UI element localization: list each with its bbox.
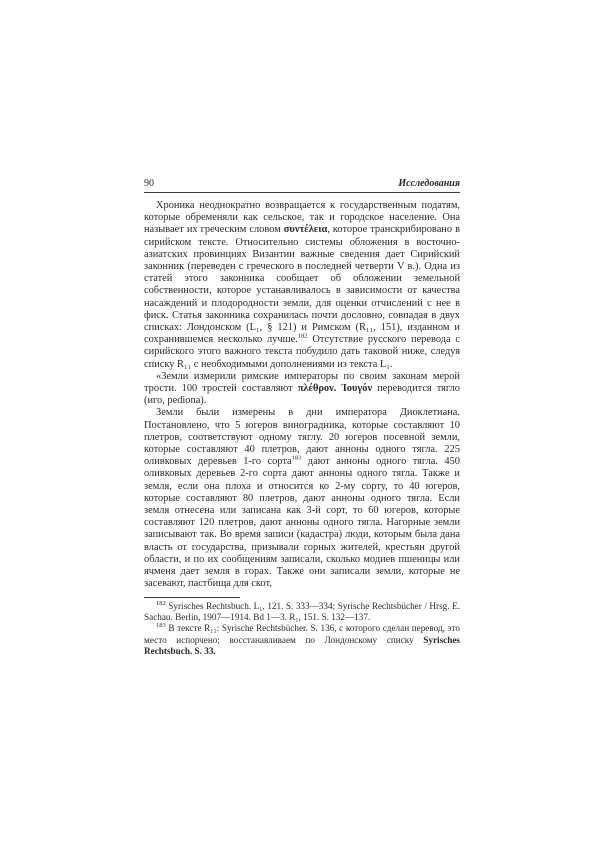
text-run: «Земли измерили римские императоры по своим законам мерой трости. 100 тростей составляют [144,370,460,395]
footnote-rule [144,597,240,598]
greek-term: συντέλεια [283,224,328,236]
footnotes [144,601,460,657]
paragraph-1 [144,200,460,371]
footnote-183 [144,623,460,657]
header-rule [144,192,460,193]
footnote-ref-182[interactable]: 182 [297,332,308,340]
running-header [144,178,460,190]
text-run: , которое транскрибировано в сирийском тексте. Относительно системы обложения в восточно-азиатских провинциях Византии важные сведения дает Сирийский законник (переведен с греческого в последней четверти V в.). Одна из статей этого законника сообщает об обложении земельной собственности, которое устанавливалось в зависимости от качества насаждений и плодородности земли, для оценки отчислений с нее в фиск. Статья законника сохранилась почти дословно, совпадая в двух списках: Лондонском (L₁, § 121) и Римском (R₁₁, 151), изданном и сохранившемся несколько лучше. [144,224,460,346]
text-run: Земли были измерены в дни императора Диоклетиана. Постановлено, что 5 югеров виноградника, которые составляют 10 плетров, соответствуют одному тяглу. 20 югеров посевной земли, которые составляют 40 плетров, дают анноны одного тягла. 225 оливковых деревьев 1-го сорта [144,407,460,468]
footnote-text: Syrisches Rechtsbuch. L₁, 121. S. 333—334; Syrische Rechtsbücher / Hrsg. E. Sachau. Berlin, 1907—1914. Bd 1—3. R₁, 151. S. 132—137. [144,601,460,623]
main-text [144,200,460,591]
footnote-number: 182 [156,599,166,607]
footnote-number: 183 [156,622,166,630]
text-run: дают анноны одного тягла. 450 оливковых деревьев 2-го сорта дают анноны одного тягла. Также и земля, если она плоха и относится ко 2-му сорту, то 40 югеров, которые составляют 80 плетров, дают анноны одного тягла. Если земля отнесена или записана как 3-й сорт, то 60 югеров, которые составляют 120 плетров, дают анноны одного тягла. Нагорные земли записывают так. Во время записи (кадастра) люди, которым была дана власть от государства, призывали горных жителей, крестьян другой области, и по их сообщениям записали, сколько модиев пшеницы или ячменя дает земля в горах. Также они записали земли, которые не засевают, пастбища для скот, [144,456,461,590]
text-run: Отсутствие русского перевода с сирийского этого важного текста побудило дать таковой ниже, следуя списку R₁₁ с необходимыми дополнениями из текста L₁. [144,334,460,370]
text-run: переводится тягло (иго, pediona). [144,383,461,407]
page-number: 90 [144,178,154,189]
paragraph-2 [144,371,460,408]
footnote-ref-183[interactable]: 183 [291,454,302,462]
footnote-text: В тексте R₁₁: Syrische Rechtsbücher. S. 136, с которого сделан перевод, это место испорчено; восстанавливаем по Лондонскому списку [144,623,460,645]
text-run: Хроника неоднократно возвращается к государственным податям, которые обременяли как сельское, так и городское население. Она называет их греческим словом [144,200,460,236]
footnote-source-title: Syrisches Rechtsbuch. S. 33. [144,634,460,656]
footnote-182 [144,601,460,623]
paragraph-3 [144,407,460,590]
greek-term: πλέθρον. Ἰουγόν [297,383,373,395]
running-title: Исследования [398,178,460,189]
